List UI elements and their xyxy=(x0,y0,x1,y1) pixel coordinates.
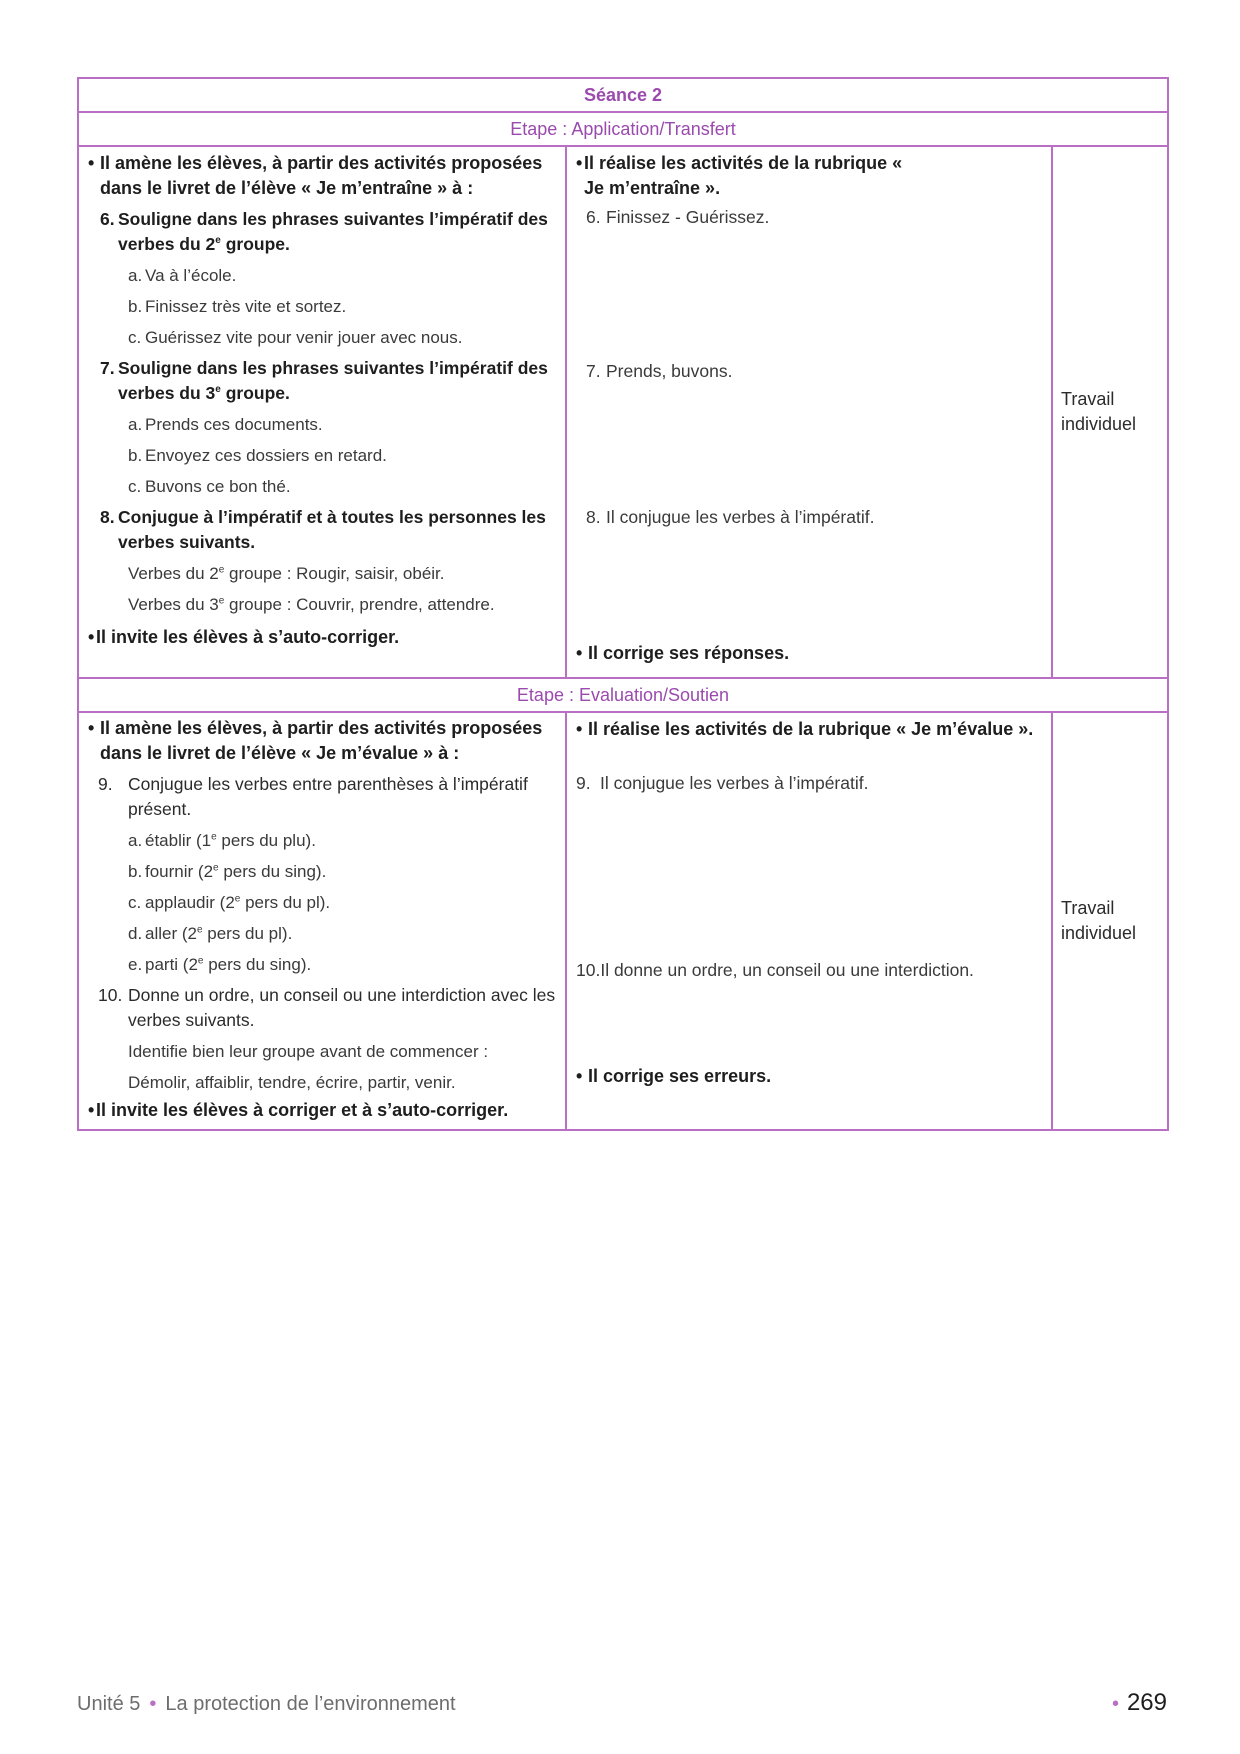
exercise-10: 10. Donne un ordre, un conseil ou une interdiction avec les verbes suivants. xyxy=(98,985,556,1030)
exercise-9: 9. Conjugue les verbes entre parenthèses à l’impératif présent. xyxy=(98,774,528,819)
exercise-9-item: d. aller (2e pers du pl). xyxy=(128,924,293,943)
answer-10: 10. Il donne un ordre, un conseil ou une interdiction. xyxy=(576,960,974,980)
stage-title-application: Etape : Application/Transfert xyxy=(78,112,1168,146)
teacher-intro: • Il amène les élèves, à partir des activités proposées dans le livret de l’élève « Je m’évalue » à : xyxy=(88,716,557,766)
answer-8: 8. Il conjugue les verbes à l’impératif. xyxy=(586,507,875,527)
stage-title-evaluation: Etape : Evaluation/Soutien xyxy=(78,678,1168,712)
work-mode: Travail individuel xyxy=(1061,389,1137,434)
exercise-7: 7. Souligne dans les phrases suivantes l’impératif des verbes du 3e groupe. xyxy=(100,358,548,403)
answer-7: 7. Prends, buvons. xyxy=(586,361,733,381)
exercise-9-item: e. parti (2e pers du sing). xyxy=(128,955,312,974)
teacher-close: • Il invite les élèves à s’auto-corriger. xyxy=(88,625,557,650)
stage1-teacher-cell xyxy=(78,146,566,678)
teacher-intro: • Il amène les élèves, à partir des activités proposées dans le livret de l’élève « Je m’entraîne » à : xyxy=(88,151,557,201)
stage2-row xyxy=(78,712,1168,1130)
exercise-9-item: c. applaudir (2e pers du pl). xyxy=(128,893,331,912)
stage1-student-cell xyxy=(566,146,1052,678)
exercise-7-item: b. Envoyez ces dossiers en retard. xyxy=(128,446,387,465)
seance-title: Séance 2 xyxy=(78,78,1168,112)
stage2-mode-cell xyxy=(1052,712,1168,1130)
exercise-8-line: Verbes du 2e groupe : Rougir, saisir, obéir. xyxy=(128,564,445,583)
unit-topic: La protection de l’environnement xyxy=(165,1693,456,1715)
stage1-mode-cell xyxy=(1052,146,1168,678)
exercise-6-item: a. Va à l’école. xyxy=(128,266,237,285)
exercise-10-line: Identifie bien leur groupe avant de commencer : xyxy=(128,1042,489,1061)
exercise-6-item: b. Finissez très vite et sortez. xyxy=(128,297,347,316)
exercise-10-line: Démolir, affaiblir, tendre, écrire, partir, venir. xyxy=(128,1073,456,1092)
student-close: • Il corrige ses erreurs. xyxy=(576,1064,771,1089)
teacher-close: • Il invite les élèves à corriger et à s’auto-corriger. xyxy=(88,1098,557,1123)
student-intro: • Il réalise les activités de la rubrique « Je m’évalue ». xyxy=(576,717,1043,742)
bullet-icon: • xyxy=(149,1693,157,1715)
work-mode: Travail individuel xyxy=(1061,898,1137,943)
lesson-table xyxy=(77,77,1169,1131)
exercise-6-item: c. Guérissez vite pour venir jouer avec nous. xyxy=(128,328,463,347)
page-footer xyxy=(77,1689,1167,1723)
exercise-7-item: c. Buvons ce bon thé. xyxy=(128,477,291,496)
answer-9: 9. Il conjugue les verbes à l’impératif. xyxy=(576,773,869,793)
exercise-8: 8. Conjugue à l’impératif et à toutes les personnes les verbes suivants. xyxy=(100,507,546,552)
student-close: • Il corrige ses réponses. xyxy=(576,641,789,666)
page-number: • 269 xyxy=(1111,1689,1167,1716)
exercise-9-item: a. établir (1e pers du plu). xyxy=(128,831,316,850)
unit-label: Unité 5 xyxy=(77,1693,141,1715)
student-intro: • Il réalise les activités de la rubrique « Je m’entraîne ». xyxy=(576,151,914,201)
lesson-sheet xyxy=(77,77,1167,1131)
footer-unit xyxy=(77,1693,456,1716)
answer-6: 6. Finissez - Guérissez. xyxy=(586,207,770,227)
exercise-8-line: Verbes du 3e groupe : Couvrir, prendre, attendre. xyxy=(128,595,495,614)
exercise-7-item: a. Prends ces documents. xyxy=(128,415,323,434)
stage1-row xyxy=(78,146,1168,678)
stage2-teacher-cell xyxy=(78,712,566,1130)
exercise-9-item: b. fournir (2e pers du sing). xyxy=(128,862,327,881)
stage2-student-cell xyxy=(566,712,1052,1130)
exercise-6: 6. Souligne dans les phrases suivantes l’impératif des verbes du 2e groupe. xyxy=(100,209,548,254)
bullet-icon: • xyxy=(1111,1693,1119,1715)
